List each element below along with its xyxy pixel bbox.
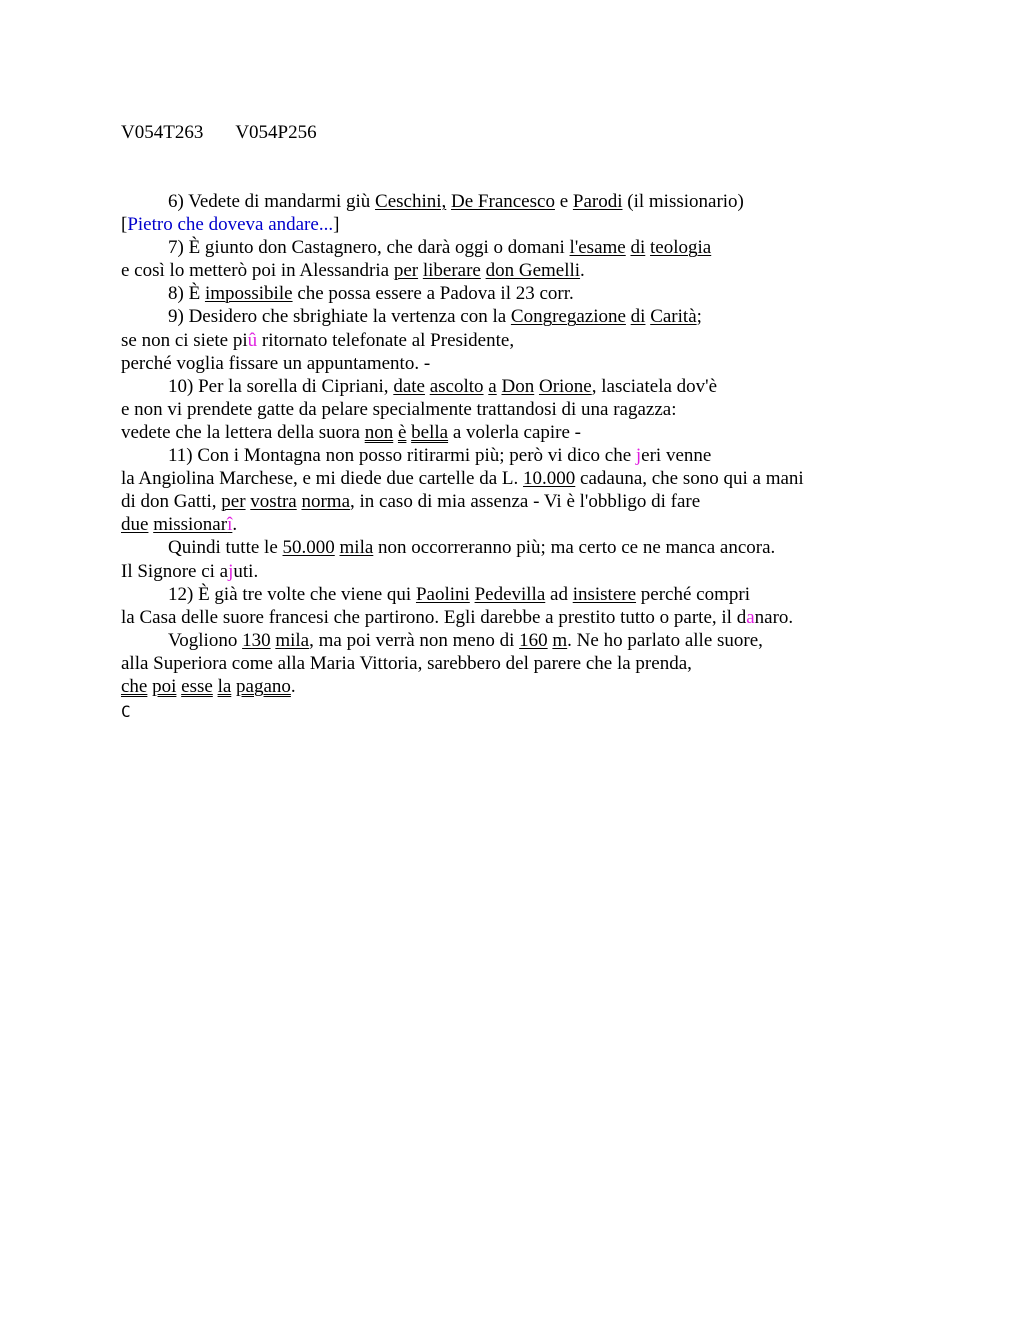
correction-mark: î xyxy=(227,514,233,536)
paragraph-vogliono-line-3: che poi esse la pagano. xyxy=(121,675,296,697)
paragraph-9-line-1: 9) Desidero che sbrighiate la vertenza con la Congregazione di Carità; xyxy=(168,306,702,328)
paragraph-10-line-2: e non vi prendete gatte da pelare specialmente trattandosi di una ragazza: xyxy=(121,398,677,420)
paragraph-11-line-2: la Angiolina Marchese, e mi diede due cartelle da L. 10.000 cadauna, che sono qui a mani xyxy=(121,468,804,490)
paragraph-6-line-2: [Pietro che doveva andare...] xyxy=(121,214,340,236)
correction-mark: j xyxy=(635,445,642,467)
paragraph-9-line-3: perché voglia fissare un appuntamento. - xyxy=(121,352,431,374)
correction-mark: a xyxy=(746,606,755,628)
name-parodi: Parodi xyxy=(572,191,623,212)
footer-mark: C xyxy=(121,702,131,722)
paragraph-11-line-1: 11) Con i Montagna non posso ritirarmi più; però vi dico che jeri venne xyxy=(168,445,712,467)
name-ceschini: Ceschini, xyxy=(375,191,447,212)
letter-text xyxy=(121,190,921,723)
paragraph-8: 8) È impossibile che possa essere a Padova il 23 corr. xyxy=(168,283,574,305)
paragraph-9-line-2: se non ci siete piû ritornato telefonate al Presidente, xyxy=(121,329,515,351)
volume-code-t: V054T263 xyxy=(121,122,204,143)
paragraph-quindi-line-1: Quindi tutte le 50.000 mila non occorreranno più; ma certo ce ne manca ancora. xyxy=(168,537,776,559)
editorial-note: Pietro che doveva andare... xyxy=(127,214,334,236)
volume-code-p: V054P256 xyxy=(235,122,317,143)
paragraph-vogliono-line-2: alla Superiora come alla Maria Vittoria, sarebbero del parere che la prenda, xyxy=(121,652,692,674)
paragraph-12-line-1: 12) È già tre volte che viene qui Paolini Pedevilla ad insistere perché compri xyxy=(168,583,750,605)
paragraph-7-line-2: e così lo metterò poi in Alessandria per liberare don Gemelli. xyxy=(121,260,585,282)
paragraph-quindi-line-2: Il Signore ci ajuti. xyxy=(121,560,259,582)
paragraph-11-line-3: di don Gatti, per vostra norma, in caso di mia assenza - Vi è l'obbligo di fare xyxy=(121,491,701,513)
correction-mark: û xyxy=(247,329,258,351)
paragraph-12-line-2: la Casa delle suore francesi che partirono. Egli darebbe a prestito tutto o parte, il danaro. xyxy=(121,606,794,628)
paragraph-11-line-4: due missionarî. xyxy=(121,514,238,536)
paragraph-6-line-1: 6) Vedete di mandarmi giù Ceschini, De Francesco e Parodi (il missionario) xyxy=(168,191,744,212)
paragraph-10-line-3: vedete che la lettera della suora non è bella a volerla capire - xyxy=(121,421,581,443)
document-codes xyxy=(121,121,317,144)
paragraph-10-line-1: 10) Per la sorella di Cipriani, date ascolto a Don Orione, lasciatela dov'è xyxy=(168,375,718,397)
paragraph-vogliono-line-1: Vogliono 130 mila, ma poi verrà non meno di 160 m. Ne ho parlato alle suore, xyxy=(168,629,763,651)
correction-mark: j xyxy=(228,560,234,582)
paragraph-7-line-1: 7) È giunto don Castagnero, che darà oggi o domani l'esame di teologia xyxy=(168,237,712,259)
name-de-francesco: De Francesco xyxy=(451,191,555,212)
